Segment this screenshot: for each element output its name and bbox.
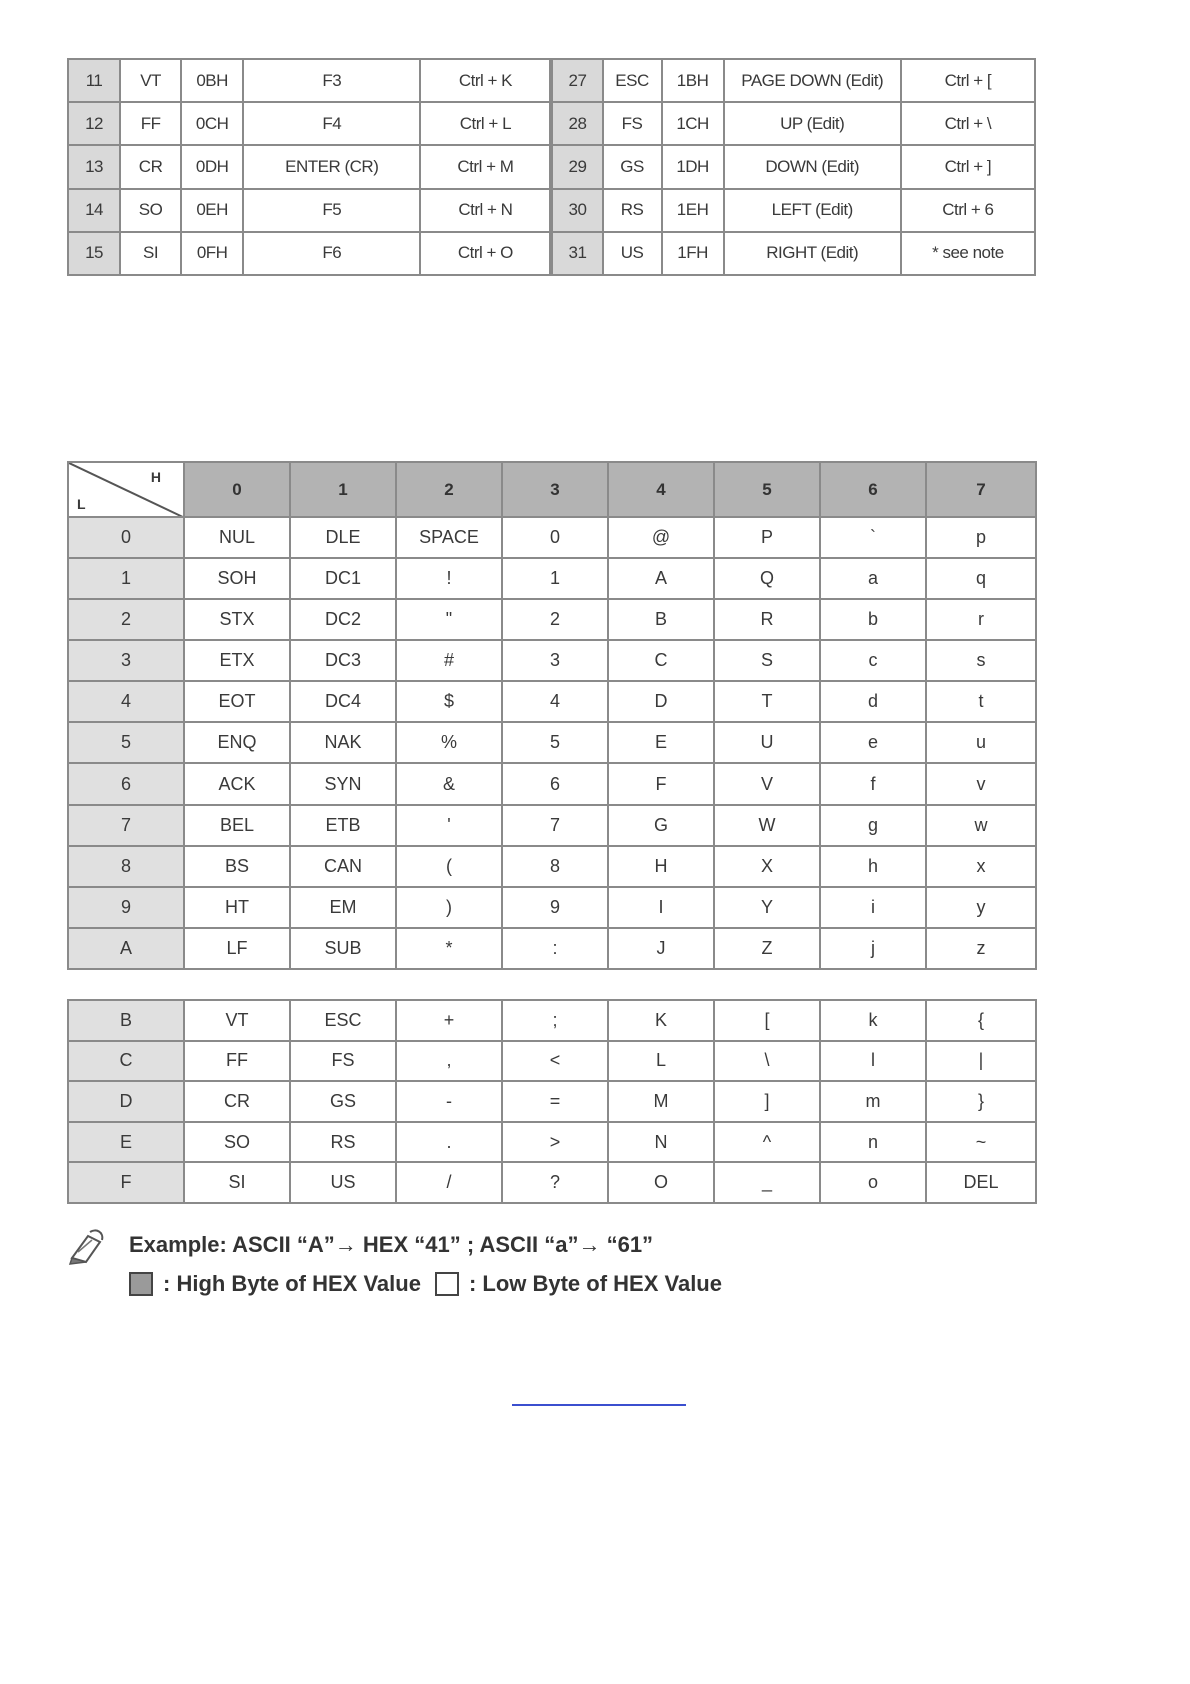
ascii-cell: ( <box>396 846 502 887</box>
low-byte-header: 9 <box>68 887 184 928</box>
ascii-cell: 8 <box>502 846 608 887</box>
low-byte-header: C <box>68 1041 184 1082</box>
ascii-cell: g <box>820 805 926 846</box>
ascii-cell: ) <box>396 887 502 928</box>
ascii-cell: STX <box>184 599 290 640</box>
ascii-cell: SI <box>184 1162 290 1203</box>
ascii-cell: j <box>820 928 926 969</box>
ascii-cell: O <box>608 1162 714 1203</box>
ascii-cell: % <box>396 722 502 763</box>
ascii-cell: A <box>608 558 714 599</box>
ascii-row <box>68 722 1036 763</box>
ascii-cell: E <box>608 722 714 763</box>
ascii-cell: _ <box>714 1162 820 1203</box>
high-byte-swatch <box>129 1272 153 1296</box>
control-table-cell: 0DH <box>181 145 243 188</box>
ascii-row <box>68 1081 1036 1122</box>
ascii-cell: X <box>714 846 820 887</box>
ascii-row <box>68 763 1036 804</box>
low-byte-legend-text: : Low Byte of HEX Value <box>468 1271 722 1296</box>
ascii-cell: I <box>608 887 714 928</box>
ascii-cell: ACK <box>184 763 290 804</box>
control-table-cell: ENTER (CR) <box>243 145 420 188</box>
ascii-cell: P <box>714 517 820 558</box>
low-byte-header: E <box>68 1122 184 1163</box>
high-byte-header: 0 <box>184 462 290 517</box>
ascii-cell: Y <box>714 887 820 928</box>
low-byte-header: 1 <box>68 558 184 599</box>
ascii-cell: u <box>926 722 1036 763</box>
control-table-cell: F4 <box>243 102 420 145</box>
ascii-cell: b <box>820 599 926 640</box>
ascii-cell: VT <box>184 1000 290 1041</box>
ascii-cell: K <box>608 1000 714 1041</box>
control-table-cell: F6 <box>243 232 420 275</box>
low-byte-header: 2 <box>68 599 184 640</box>
ascii-cell: m <box>820 1081 926 1122</box>
ascii-cell: LF <box>184 928 290 969</box>
ascii-cell: ~ <box>926 1122 1036 1163</box>
ascii-row <box>68 1000 1036 1041</box>
ascii-cell: \ <box>714 1041 820 1082</box>
control-table-cell: 13 <box>68 145 120 188</box>
ascii-cell: / <box>396 1162 502 1203</box>
ascii-cell: T <box>714 681 820 722</box>
control-table-cell: US <box>603 232 662 275</box>
ascii-cell: c <box>820 640 926 681</box>
ascii-cell: ENQ <box>184 722 290 763</box>
control-table-row <box>68 59 1035 102</box>
diagonal-line <box>69 463 184 517</box>
ascii-cell: DC2 <box>290 599 396 640</box>
control-table-cell: DOWN (Edit) <box>724 145 901 188</box>
ascii-cell: n <box>820 1122 926 1163</box>
legend <box>129 1271 722 1297</box>
low-byte-swatch <box>435 1272 459 1296</box>
control-key-table <box>67 58 1036 276</box>
control-table-cell: VT <box>120 59 181 102</box>
ascii-cell: i <box>820 887 926 928</box>
ascii-cell: NUL <box>184 517 290 558</box>
ascii-cell: " <box>396 599 502 640</box>
ascii-cell: = <box>502 1081 608 1122</box>
control-table-row <box>68 102 1035 145</box>
ascii-cell: > <box>502 1122 608 1163</box>
ascii-cell: s <box>926 640 1036 681</box>
ascii-row <box>68 928 1036 969</box>
low-byte-header: 4 <box>68 681 184 722</box>
high-byte-header: 3 <box>502 462 608 517</box>
ascii-cell: ESC <box>290 1000 396 1041</box>
control-table-cell: 29 <box>551 145 602 188</box>
ascii-cell: q <box>926 558 1036 599</box>
ascii-cell: p <box>926 517 1036 558</box>
control-table-cell: PAGE DOWN (Edit) <box>724 59 901 102</box>
ascii-cell: : <box>502 928 608 969</box>
ascii-cell: ` <box>820 517 926 558</box>
control-table-cell: GS <box>603 145 662 188</box>
ascii-cell: HT <box>184 887 290 928</box>
control-table-cell: F3 <box>243 59 420 102</box>
control-table-cell: 28 <box>551 102 602 145</box>
ascii-row <box>68 805 1036 846</box>
control-table-cell: FS <box>603 102 662 145</box>
ascii-row <box>68 681 1036 722</box>
ascii-cell: < <box>502 1041 608 1082</box>
ascii-cell: SO <box>184 1122 290 1163</box>
ascii-cell: 3 <box>502 640 608 681</box>
ascii-cell: 7 <box>502 805 608 846</box>
low-byte-header: 6 <box>68 763 184 804</box>
ascii-cell: ; <box>502 1000 608 1041</box>
ascii-cell: SYN <box>290 763 396 804</box>
ascii-cell: r <box>926 599 1036 640</box>
ascii-cell: $ <box>396 681 502 722</box>
ascii-cell: FF <box>184 1041 290 1082</box>
ascii-cell: v <box>926 763 1036 804</box>
ascii-cell: k <box>820 1000 926 1041</box>
ascii-cell: y <box>926 887 1036 928</box>
ascii-cell: + <box>396 1000 502 1041</box>
control-table-cell: 1BH <box>662 59 724 102</box>
ascii-cell: L <box>608 1041 714 1082</box>
high-axis-label: H <box>150 469 161 485</box>
control-table-cell: 0BH <box>181 59 243 102</box>
high-byte-header: 6 <box>820 462 926 517</box>
control-table-cell: 1CH <box>662 102 724 145</box>
ascii-cell: CAN <box>290 846 396 887</box>
ascii-cell: f <box>820 763 926 804</box>
ascii-table-upper <box>67 461 1037 970</box>
control-table-cell: 1DH <box>662 145 724 188</box>
ascii-cell: z <box>926 928 1036 969</box>
ascii-cell: B <box>608 599 714 640</box>
control-table-cell: Ctrl + O <box>420 232 551 275</box>
control-table-row <box>68 189 1035 232</box>
control-table-cell: 1EH <box>662 189 724 232</box>
ascii-cell: US <box>290 1162 396 1203</box>
ascii-cell: 5 <box>502 722 608 763</box>
ascii-cell: Q <box>714 558 820 599</box>
high-byte-header: 7 <box>926 462 1036 517</box>
control-table-cell: Ctrl + N <box>420 189 551 232</box>
control-table-cell: LEFT (Edit) <box>724 189 901 232</box>
ascii-cell: @ <box>608 517 714 558</box>
control-table-cell: 12 <box>68 102 120 145</box>
ascii-cell: BS <box>184 846 290 887</box>
low-byte-header: A <box>68 928 184 969</box>
ascii-cell: ^ <box>714 1122 820 1163</box>
high-byte-header: 5 <box>714 462 820 517</box>
ascii-cell: 4 <box>502 681 608 722</box>
ascii-cell: ! <box>396 558 502 599</box>
ascii-cell: 1 <box>502 558 608 599</box>
ascii-cell: DC3 <box>290 640 396 681</box>
ascii-cell: F <box>608 763 714 804</box>
ascii-cell: , <box>396 1041 502 1082</box>
ascii-cell: ? <box>502 1162 608 1203</box>
ascii-cell: V <box>714 763 820 804</box>
ascii-cell: RS <box>290 1122 396 1163</box>
ascii-cell: 2 <box>502 599 608 640</box>
low-axis-label: L <box>77 496 86 512</box>
ascii-cell: [ <box>714 1000 820 1041</box>
high-byte-legend-text: : High Byte of HEX Value <box>163 1271 421 1296</box>
low-byte-header: 0 <box>68 517 184 558</box>
ascii-cell: 0 <box>502 517 608 558</box>
control-table-cell: 30 <box>551 189 602 232</box>
control-table-cell: F5 <box>243 189 420 232</box>
ascii-cell: h <box>820 846 926 887</box>
ascii-row <box>68 887 1036 928</box>
ascii-cell: BEL <box>184 805 290 846</box>
ascii-cell: CR <box>184 1081 290 1122</box>
control-table-cell: 14 <box>68 189 120 232</box>
ascii-cell: H <box>608 846 714 887</box>
ascii-cell: EOT <box>184 681 290 722</box>
ascii-cell: d <box>820 681 926 722</box>
control-table-cell: Ctrl + 6 <box>901 189 1035 232</box>
control-table-cell: 0CH <box>181 102 243 145</box>
ascii-cell: e <box>820 722 926 763</box>
ascii-cell: FS <box>290 1041 396 1082</box>
control-table-cell: RIGHT (Edit) <box>724 232 901 275</box>
ascii-cell: o <box>820 1162 926 1203</box>
ascii-cell: M <box>608 1081 714 1122</box>
ascii-row <box>68 599 1036 640</box>
control-table-cell: ESC <box>603 59 662 102</box>
control-table-cell: SI <box>120 232 181 275</box>
ascii-cell: G <box>608 805 714 846</box>
ascii-cell: R <box>714 599 820 640</box>
ascii-cell: SUB <box>290 928 396 969</box>
ascii-cell: NAK <box>290 722 396 763</box>
ascii-cell: w <box>926 805 1036 846</box>
ascii-cell: DC1 <box>290 558 396 599</box>
low-byte-header: F <box>68 1162 184 1203</box>
control-table-cell: Ctrl + \ <box>901 102 1035 145</box>
ascii-cell: SOH <box>184 558 290 599</box>
control-table-cell: 15 <box>68 232 120 275</box>
control-table-cell: Ctrl + K <box>420 59 551 102</box>
ascii-cell: ETB <box>290 805 396 846</box>
ascii-row <box>68 1041 1036 1082</box>
ascii-cell: DEL <box>926 1162 1036 1203</box>
ascii-cell: D <box>608 681 714 722</box>
ascii-cell: DLE <box>290 517 396 558</box>
control-table-cell: Ctrl + M <box>420 145 551 188</box>
control-table-cell: UP (Edit) <box>724 102 901 145</box>
control-table-row <box>68 232 1035 275</box>
ascii-row <box>68 1122 1036 1163</box>
low-byte-header: 5 <box>68 722 184 763</box>
ascii-cell: DC4 <box>290 681 396 722</box>
high-byte-header: 1 <box>290 462 396 517</box>
high-byte-header: 2 <box>396 462 502 517</box>
hyperlink-underline[interactable] <box>512 1404 686 1406</box>
ascii-cell: C <box>608 640 714 681</box>
ascii-cell: ETX <box>184 640 290 681</box>
ascii-cell: 9 <box>502 887 608 928</box>
ascii-cell: W <box>714 805 820 846</box>
control-table-cell: 27 <box>551 59 602 102</box>
ascii-cell: J <box>608 928 714 969</box>
ascii-cell: U <box>714 722 820 763</box>
ascii-cell: a <box>820 558 926 599</box>
control-table-cell: 31 <box>551 232 602 275</box>
ascii-cell: ] <box>714 1081 820 1122</box>
control-table-cell: RS <box>603 189 662 232</box>
ascii-row <box>68 640 1036 681</box>
axis-corner-cell <box>68 462 184 517</box>
control-table-cell: Ctrl + L <box>420 102 551 145</box>
ascii-cell: l <box>820 1041 926 1082</box>
ascii-cell: t <box>926 681 1036 722</box>
ascii-cell: - <box>396 1081 502 1122</box>
ascii-cell: ' <box>396 805 502 846</box>
ascii-cell: } <box>926 1081 1036 1122</box>
low-byte-header: 3 <box>68 640 184 681</box>
low-byte-header: 7 <box>68 805 184 846</box>
control-table-cell: 1FH <box>662 232 724 275</box>
low-byte-header: 8 <box>68 846 184 887</box>
ascii-cell: Z <box>714 928 820 969</box>
control-table-row <box>68 145 1035 188</box>
control-table-cell: 0FH <box>181 232 243 275</box>
ascii-cell: GS <box>290 1081 396 1122</box>
control-table-cell: 11 <box>68 59 120 102</box>
high-byte-header: 4 <box>608 462 714 517</box>
control-table-cell: 0EH <box>181 189 243 232</box>
ascii-cell: 6 <box>502 763 608 804</box>
ascii-cell: SPACE <box>396 517 502 558</box>
low-byte-header: D <box>68 1081 184 1122</box>
ascii-cell: | <box>926 1041 1036 1082</box>
control-table-cell: CR <box>120 145 181 188</box>
ascii-cell: . <box>396 1122 502 1163</box>
control-table-cell: Ctrl + [ <box>901 59 1035 102</box>
ascii-cell: S <box>714 640 820 681</box>
control-table-cell: FF <box>120 102 181 145</box>
example-text: Example: ASCII “A”→ HEX “41” ; ASCII “a”→ “61” <box>129 1232 654 1257</box>
control-table-cell: SO <box>120 189 181 232</box>
low-byte-header: B <box>68 1000 184 1041</box>
ascii-row <box>68 517 1036 558</box>
ascii-table-lower <box>67 999 1037 1204</box>
ascii-row <box>68 1162 1036 1203</box>
ascii-cell: N <box>608 1122 714 1163</box>
ascii-cell: x <box>926 846 1036 887</box>
control-table-cell: Ctrl + ] <box>901 145 1035 188</box>
ascii-cell: * <box>396 928 502 969</box>
ascii-cell: & <box>396 763 502 804</box>
ascii-row <box>68 846 1036 887</box>
ascii-row <box>68 558 1036 599</box>
ascii-cell: # <box>396 640 502 681</box>
ascii-cell: EM <box>290 887 396 928</box>
note-pencil-icon <box>66 1228 112 1273</box>
control-table-cell: * see note <box>901 232 1035 275</box>
ascii-cell: { <box>926 1000 1036 1041</box>
